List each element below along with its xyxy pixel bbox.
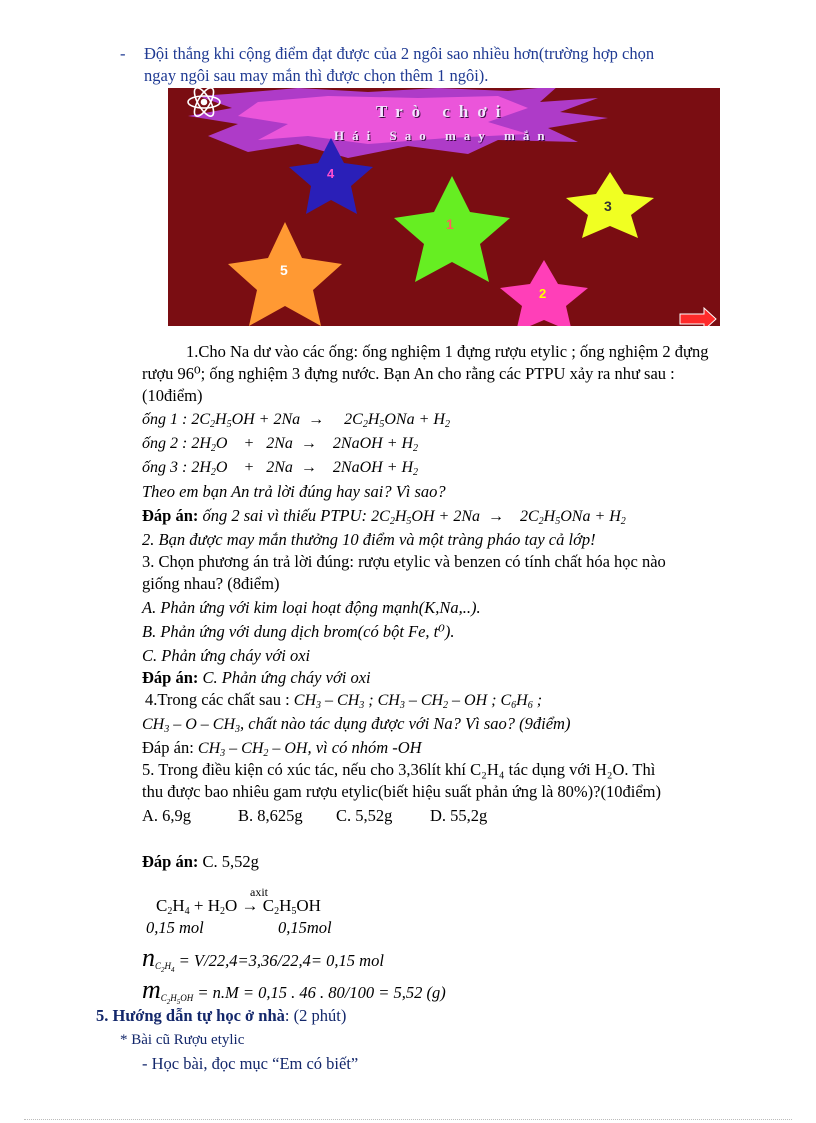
q1-question: Theo em bạn An trả lời đúng hay sai? Vì sao? [142, 482, 446, 501]
star-3-label: 3 [604, 198, 612, 214]
slide-graphics [168, 88, 720, 326]
page-bottom-rule [24, 1119, 792, 1120]
q4-line-1: 4.Trong các chất sau : $CH_3 - CH_3$ ; $CH_3 - CH_2$ – OH ; $C_6H_6$ ; [145, 690, 543, 711]
q3-line-2: giống nhau? (8điểm) [142, 574, 280, 593]
q3-answer: Đáp án: C. Phản ứng cháy với oxi [142, 668, 371, 687]
q1-line-3: (10điểm) [142, 386, 203, 405]
q1-eq-3: ống 3 : $2H_2O$ + 2Na → 2NaOH + $H_2$ [142, 459, 419, 478]
star-1-label: 1 [446, 216, 454, 232]
q5-line-1: 5. Trong điều kiện có xúc tác, nếu cho 3,36lít khí C₂H₄ tác dụng với H₂O. Thì [142, 760, 656, 779]
game-slide [168, 88, 720, 326]
q5-option-c: C. 5,52g [336, 806, 393, 825]
q5-option-a: A. 6,9g [142, 806, 192, 825]
q2-text: 2. Bạn được may mắn thưởng 10 điểm và một tràng pháo tay cả lớp! [142, 530, 596, 549]
q5-m-calc: $m_{C_2H_5OH} = n.M = 0,15$ . 46 . 80/100 = 5,52 (g) [142, 975, 446, 1006]
intro-bullet: - [120, 44, 126, 63]
section-5-item-2: - Học bài, đọc mục “Em có biết” [142, 1054, 359, 1073]
q5-n-calc: $n_{C_2H_4} = V/22,4=3,36/22,4= 0,15$ mol [142, 943, 384, 974]
q5-mol-2: 0,15mol [278, 918, 332, 937]
q3-line-1: 3. Chọn phương án trả lời đúng: rượu etylic và benzen có tính chất hóa học nào [142, 552, 666, 571]
section-5-heading: 5. Hướng dẫn tự học ở nhà: (2 phút) [96, 1006, 347, 1025]
q3-option-b: B. Phản ứng với dung dịch brom(có bột Fe, t⁰). [142, 622, 455, 641]
q1-answer: Đáp án: ống 2 sai vì thiếu PTPU: $2C_2H_5OH + 2Na$ → $2C_2H_5ONa + H_2$ [142, 506, 626, 527]
q5-option-d: D. 55,2g [430, 806, 488, 825]
q5-line-2: thu được bao nhiêu gam rượu etylic(biết hiệu suất phản ứng là 80%)?(10điểm) [142, 782, 661, 801]
q1-line-1: 1.Cho Na dư vào các ống: ống nghiệm 1 đựng rượu etylic ; ống nghiệm 2 đựng [186, 342, 709, 361]
q1-eq-2: ống 2 : $2H_2O$ + 2Na → 2NaOH + $H_2$ [142, 435, 419, 454]
q3-option-a: A. Phản ứng với kim loại hoạt động mạnh(K,Na,..). [142, 598, 481, 617]
q5-reaction: $C_2H_4 + H_2O \to C_2H_5OH$ [156, 896, 321, 917]
slide-title: Trò chơi [376, 102, 510, 121]
intro-line-1: Đội thắng khi cộng điểm đạt được của 2 ngôi sao nhiều hơn(trường hợp chọn [144, 44, 655, 63]
q3-option-c: C. Phản ứng cháy với oxi [142, 646, 311, 665]
q5-option-b: B. 8,625g [238, 806, 303, 825]
q1-line-2: rượu 96⁰; ống nghiệm 3 đựng nước. Bạn An cho rằng các PTPU xảy ra như sau : [142, 364, 675, 383]
slide-subtitle: Hái Sao may mắn [334, 128, 553, 143]
q4-line-2: $CH_3$ – O – $CH_3$, chất nào tác dụng được với Na? Vì sao? (9điểm) [142, 714, 571, 735]
q1-eq-1: ống 1 : $2C_2H_5OH + 2Na$ → $2C_2H_5ONa + H_2$ [142, 411, 450, 430]
star-4-label: 4 [327, 166, 335, 181]
intro-line-2: ngay ngôi sau may mắn thì được chọn thêm 1 ngôi). [144, 66, 489, 85]
star-5-label: 5 [280, 262, 288, 278]
next-arrow-icon [680, 308, 716, 326]
section-5-item-1: * Bài cũ Rượu etylic [120, 1032, 245, 1048]
star-2-label: 2 [539, 286, 547, 301]
q5-catalyst: axit [250, 885, 268, 899]
q5-answer: Đáp án: C. 5,52g [142, 852, 259, 871]
q4-answer: Đáp án: $CH_3 - CH_2$ – OH, vì có nhóm -OH [142, 738, 422, 759]
q5-mol-1: 0,15 mol [146, 918, 204, 937]
